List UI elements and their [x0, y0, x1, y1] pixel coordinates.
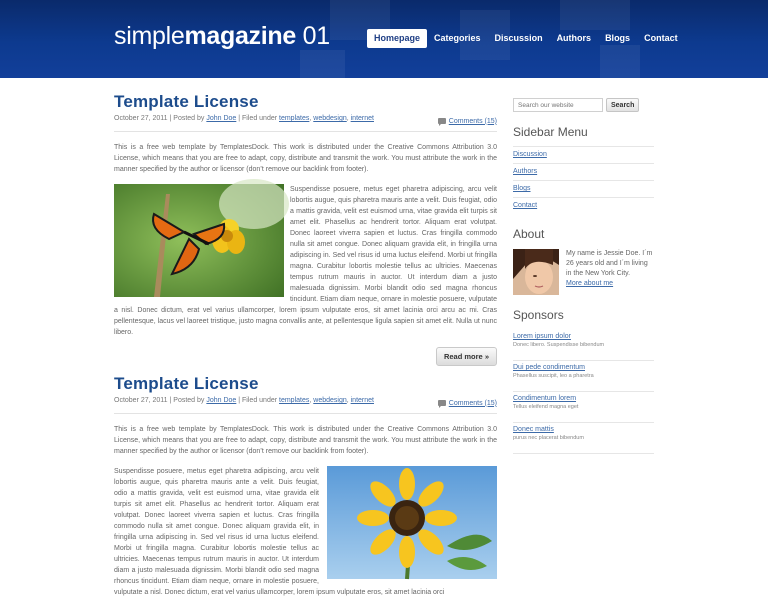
sponsor-description: Tellus eleifend magna eget — [513, 404, 579, 410]
sponsors-title: Sponsors — [513, 308, 564, 322]
portrait-illustration — [513, 249, 559, 295]
sidebar — [513, 98, 654, 454]
tag-link[interactable]: templates — [279, 115, 310, 122]
nav-homepage[interactable]: Homepage — [367, 29, 427, 48]
header-decoration — [300, 50, 345, 78]
sunflower-illustration — [327, 466, 497, 579]
sponsor-item — [513, 392, 654, 423]
post-body — [114, 466, 497, 598]
sponsor-link[interactable]: Dui pede condimentum — [513, 364, 585, 371]
sponsor-description: Phasellus suscipit, leo a pharetra — [513, 373, 594, 379]
site-logo[interactable] — [114, 22, 330, 51]
filed-label: | Filed under — [236, 115, 280, 122]
sidebar-item-discussion[interactable]: Discussion — [513, 146, 654, 163]
nav-blogs[interactable]: Blogs — [605, 33, 631, 43]
logo-thin: simple — [114, 22, 185, 50]
butterfly-image — [114, 184, 284, 297]
comments-link[interactable]: Comments (15) — [448, 399, 497, 407]
about-section — [513, 249, 654, 295]
post-body-text: Suspendisse posuere, metus eget pharetra adipiscing, arcu velit lobortis augue, quis pharetra mauris ante a velit. Duis feugiat, odio a mattis gravida, velit est euismod urna, vitae gravida elit turpis sit amet elit. Phasellus ac hendrerit tortor. Aliquam erat volutpat. Donec laoreet viverra sapien et luctus. Cras fringilla commodo nulla sit amet congue. Donec aliquam gravida elit, in fringilla urna adipiscing in. Sed vel risus id urna luctus eleifend. Morbi ut fringilla magna. Curabitur lobortis molestie tellus ac ultricies. Maecenas tempus rutrum mauris in auctor. Ut interdum diam a justo malesuada dignissim. Morbi blandit odio sed magna rhoncus tincidunt. Etiam diam neque, ornare in molestie posuere, vulputate a nisl. Donec dictum, erat vel varius ullamcorper, lorem ipsum vulputate eros, sit amet lacinia orci — [114, 468, 445, 596]
comment-icon — [438, 400, 446, 406]
read-more-button[interactable]: Read more » — [436, 347, 497, 366]
tag-link[interactable]: webdesign — [313, 115, 347, 122]
more-about-link[interactable]: More about me — [566, 280, 614, 287]
about-title: About — [513, 227, 545, 241]
about-text — [566, 249, 654, 295]
header-decoration — [560, 0, 630, 30]
author-link[interactable]: John Doe — [206, 397, 237, 404]
sidebar-item-blogs[interactable]: Blogs — [513, 180, 654, 197]
tag-link[interactable]: internet — [350, 115, 374, 122]
nav-categories[interactable]: Categories — [434, 33, 481, 43]
search-button[interactable]: Search — [606, 98, 639, 112]
tag-link[interactable]: internet — [350, 397, 374, 404]
post-intro: This is a free web template by TemplatesDock. This work is distributed under the Creative Commons Attribution 3.0 License, which means that you are free to adapt, copy, distribute and transmit the work. You must attribute the work in the manner specified by the author or licensor (don’t remove our backlink from footer). — [114, 426, 497, 455]
sidebar-menu-title: Sidebar Menu — [513, 125, 588, 139]
comments-link[interactable]: Comments (15) — [448, 117, 497, 125]
main-nav — [367, 29, 685, 48]
logo-bold: magazine — [184, 22, 296, 50]
sponsor-description: Donec libero. Suspendisse bibendum — [513, 342, 605, 348]
header-decoration — [600, 45, 640, 78]
sponsor-item — [513, 330, 654, 361]
logo-number: 01 — [295, 22, 330, 50]
about-description: My name is Jessie Doe. I´m 26 years old and I´m living in the New York City. — [566, 250, 653, 277]
sponsor-item — [513, 361, 654, 392]
post-body — [114, 184, 497, 338]
divider — [114, 413, 497, 414]
nav-contact[interactable]: Contact — [644, 33, 678, 43]
main-content — [114, 92, 497, 598]
post-date: October 27, 2011 | Posted by — [114, 397, 207, 404]
sponsor-link[interactable]: Donec mattis — [513, 426, 554, 433]
post — [114, 92, 497, 366]
author-link[interactable]: John Doe — [206, 115, 237, 122]
comment-icon — [438, 118, 446, 124]
tag-link[interactable]: templates — [279, 397, 310, 404]
post-intro: This is a free web template by TemplatesDock. This work is distributed under the Creative Commons Attribution 3.0 License, which means that you are free to adapt, copy, distribute and transmit the work. You must attribute the work in the manner specified by the author or licensor (don’t remove our backlink from footer). — [114, 144, 497, 173]
post-meta — [114, 397, 497, 409]
post-byline: October 27, 2011 | Posted by John Doe | Filed under templates, webdesign, internet — [114, 397, 374, 404]
butterfly-illustration — [114, 184, 284, 297]
sponsor-description: purus nec placerat bibendum — [513, 435, 584, 441]
sunflower-image — [327, 466, 497, 579]
post-body-text: Suspendisse posuere, metus eget pharetra adipiscing, arcu velit lobortis augue, quis pharetra mauris ante a velit. Duis feugiat, odio a mattis gravida, velit est euismod urna, vitae gravida elit turpis sit amet elit. Phasellus ac hendrerit tortor. Aliquam erat volutpat. Donec laoreet viverra sapien et luctus. Cras fringilla commodo nulla sit amet congue. Donec aliquam gravida elit, in fringilla urna adipiscing in. Sed vel risus id urna luctus eleifend. Morbi ut fringilla magna. Curabitur lobortis molestie tellus ac ultricies. Maecenas tempus rutrum mauris in auctor. Ut interdum diam a justo malesuada dignissim. Morbi blandit odio sed magna rhoncus tincidunt. Etiam diam neque, ornare in molestie posuere, vulputate a nisl. Donec dictum, erat vel varius ullamcorper, lorem ipsum vulputate eros, sit amet lacinia orci arcu ac mi. Cras pellentesque, lacus vel laoreet tristique, justo magna convallis ante, at pellentesque ligula sapien sit amet elit. Nulla ut nunc libero. — [114, 186, 497, 336]
divider — [114, 131, 497, 132]
sponsor-item — [513, 423, 654, 454]
avatar — [513, 249, 559, 295]
comments[interactable] — [438, 397, 497, 409]
nav-discussion[interactable]: Discussion — [494, 33, 543, 43]
search-form — [513, 98, 654, 112]
tag-link[interactable]: webdesign — [313, 397, 347, 404]
filed-label: | Filed under — [236, 397, 280, 404]
post — [114, 374, 497, 598]
comments[interactable] — [438, 115, 497, 127]
post-title[interactable]: Template License — [114, 374, 259, 393]
search-input[interactable] — [513, 98, 603, 112]
sidebar-item-contact[interactable]: Contact — [513, 197, 654, 214]
header — [0, 0, 768, 78]
post-date: October 27, 2011 | Posted by — [114, 115, 207, 122]
sidebar-menu — [513, 146, 654, 214]
sponsor-link[interactable]: Lorem ipsum dolor — [513, 333, 571, 340]
nav-authors[interactable]: Authors — [556, 33, 592, 43]
sponsor-link[interactable]: Condimentum lorem — [513, 395, 577, 402]
readmore-row — [114, 347, 497, 366]
sponsor-list — [513, 330, 654, 454]
post-byline: October 27, 2011 | Posted by John Doe | Filed under templates, webdesign, internet — [114, 115, 374, 122]
sidebar-item-authors[interactable]: Authors — [513, 163, 654, 180]
post-title[interactable]: Template License — [114, 92, 259, 111]
post-meta — [114, 115, 497, 127]
